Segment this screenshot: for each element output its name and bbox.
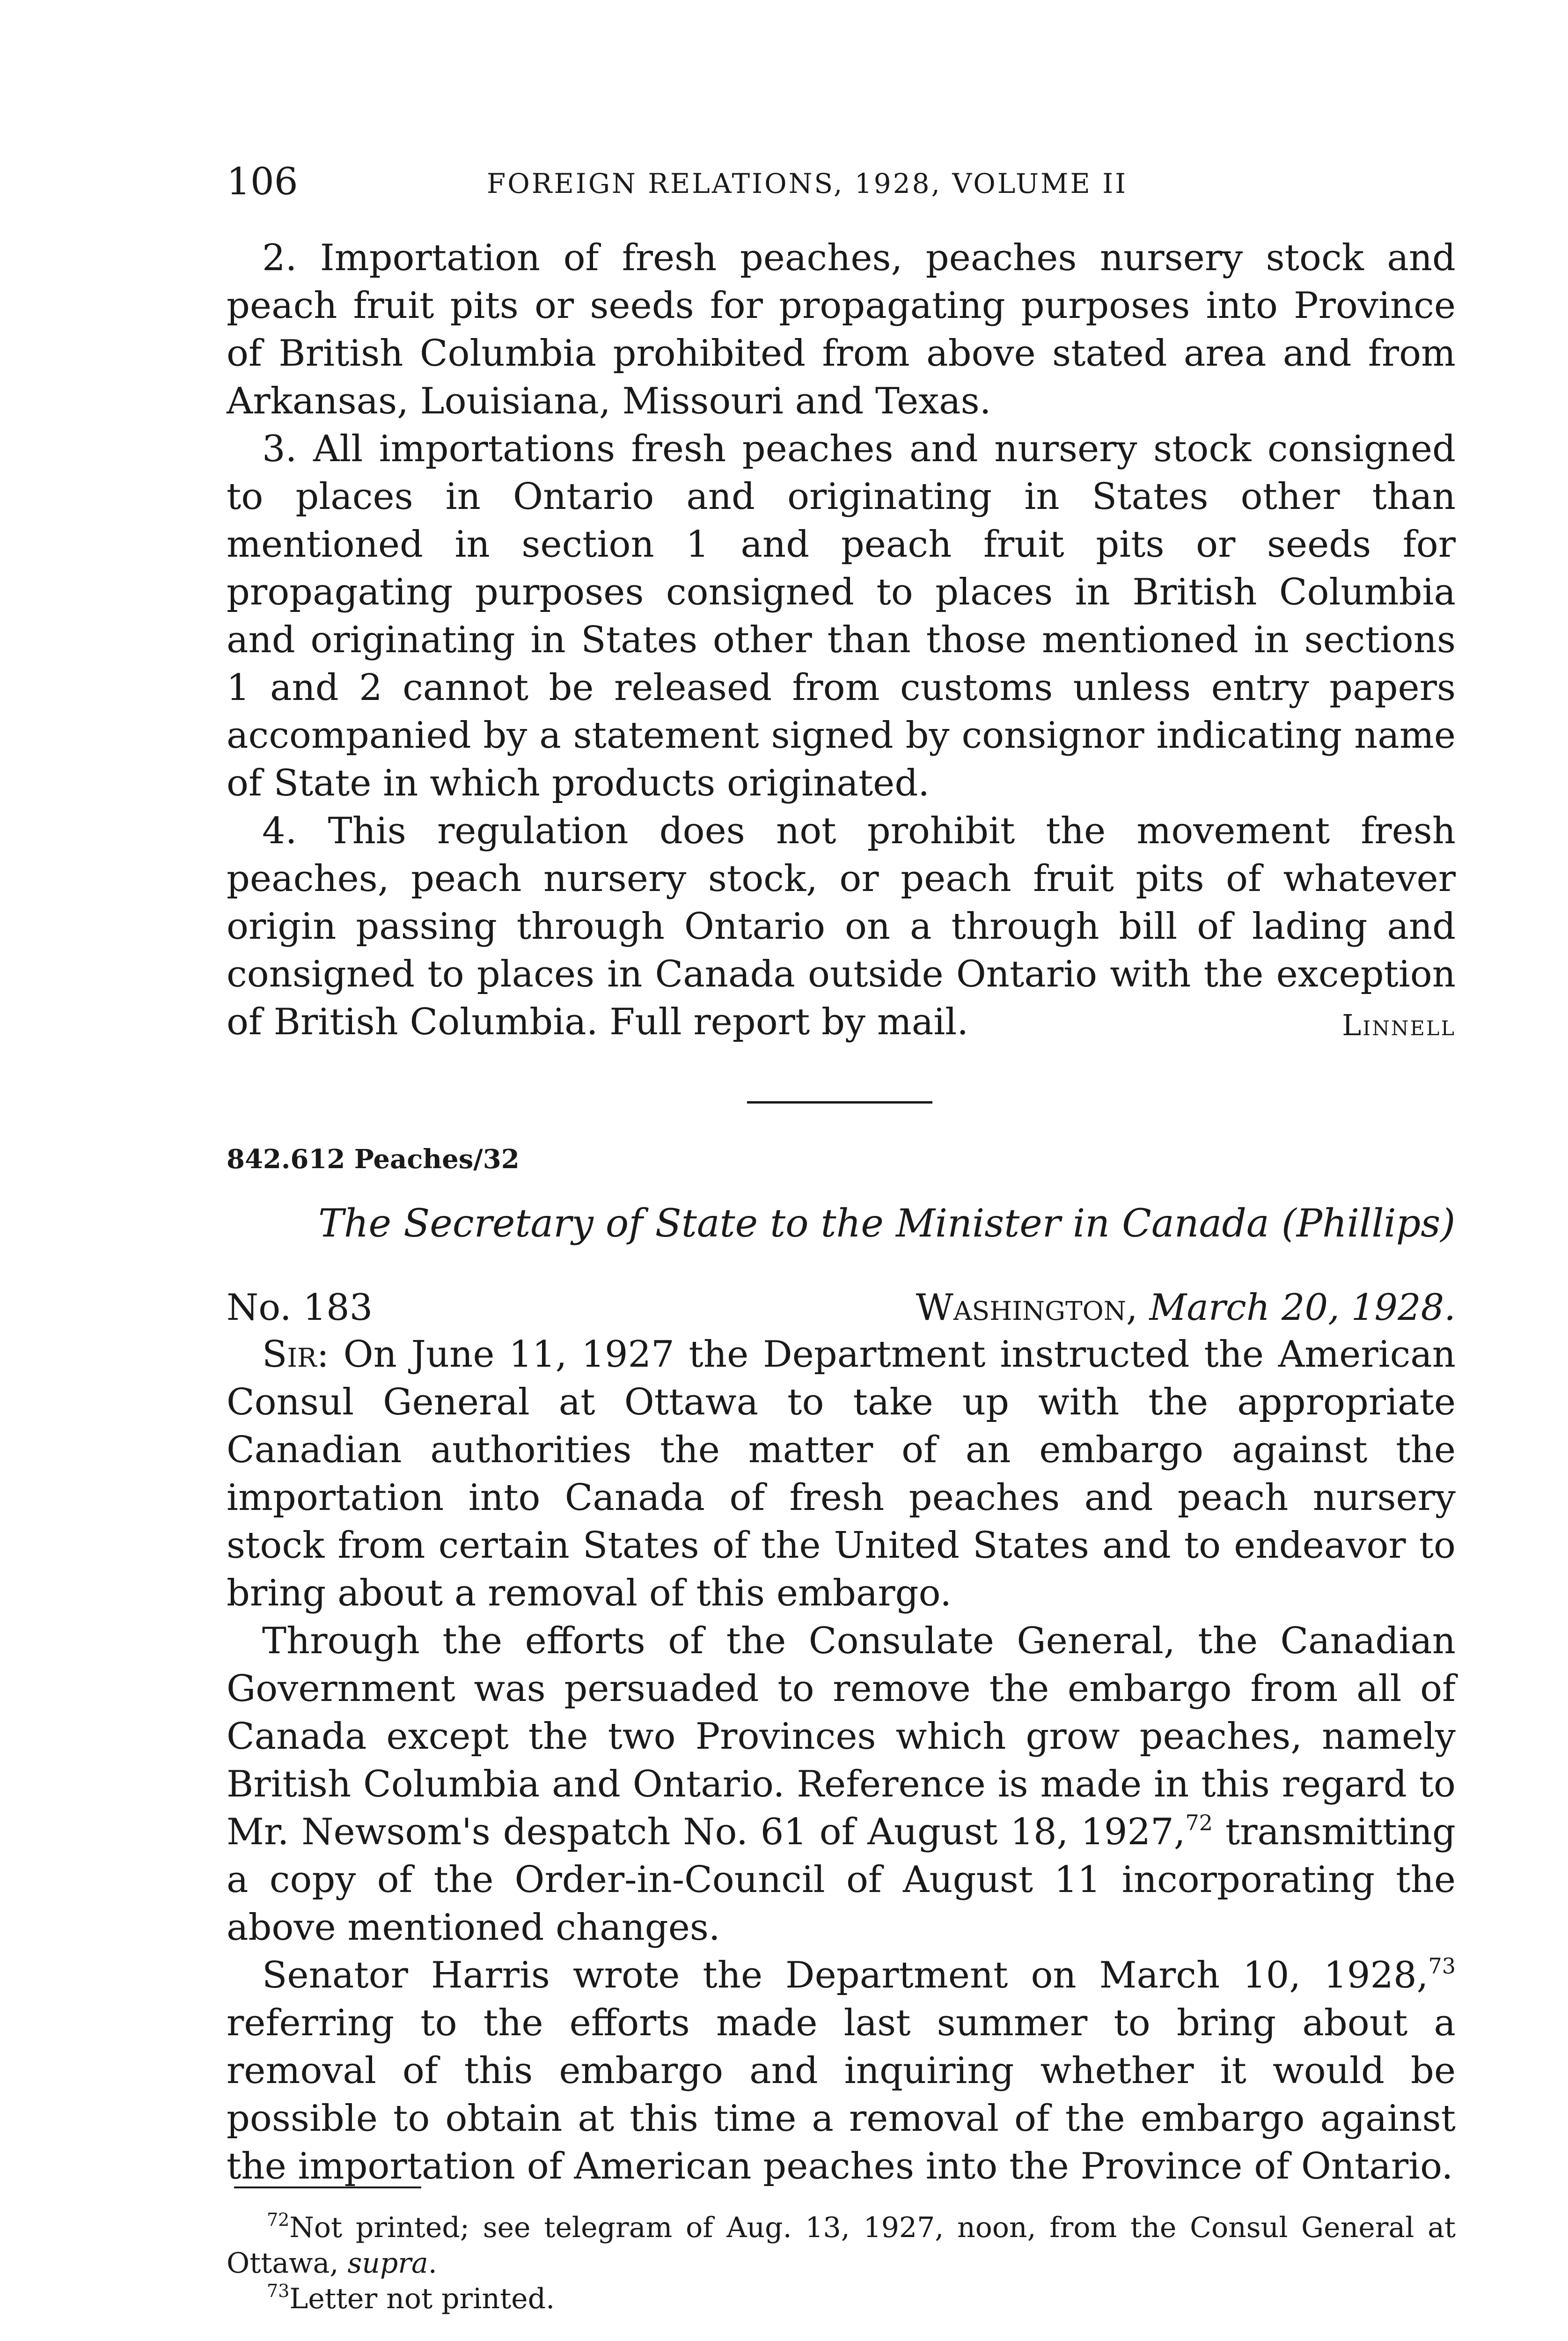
place-date xyxy=(916,1284,1456,1332)
page-number: 106 xyxy=(227,160,298,203)
date: March 20, 1928. xyxy=(1149,1287,1456,1329)
telegram-signature: Linnell xyxy=(1342,1008,1456,1042)
footnote-text: Not printed; see telegram of Aug. 13, 1927, noon, from the Consul General at Ottawa, xyxy=(227,2211,1456,2280)
file-number: 842.612 Peaches/32 xyxy=(227,1144,520,1175)
footnote-ref-73[interactable]: 73 xyxy=(1428,1953,1456,1979)
footnote-italic: supra xyxy=(347,2247,428,2280)
letter-paragraph-3 xyxy=(227,1951,1456,2190)
document-title: The Secretary of State to the Minister in Canada (Phillips) xyxy=(318,1201,1456,1246)
telegram-paragraph-4: 4. This regulation does not prohibit the movement fresh peaches, peach nursery stock, or peach fruit pits of whatever origin passing through Ontario on a through bill of lading and consigned to places in Canada outside Ontario with the exception of British Columbia. Full report by mail. xyxy=(227,810,1456,1043)
letter-paragraph-1 xyxy=(227,1331,1456,1617)
footnote-72 xyxy=(227,2210,1456,2281)
letter-paragraph-3-text-a: Senator Harris wrote the Department on March 10, 1928, xyxy=(262,1954,1429,1996)
footnote-mark: 72 xyxy=(267,2209,290,2230)
footnote-73 xyxy=(227,2281,1456,2317)
document-number: No. 183 xyxy=(227,1287,373,1329)
letter-paragraph-2 xyxy=(227,1617,1456,1951)
letter-body xyxy=(227,1331,1456,2190)
letter-paragraph-1-text: On June 11, 1927 the Department instructed the American Consul General at Ottawa to take up with the appropriate Canadian authorities the matter of an embargo against the importation into Canada of fresh peaches and peach nursery stock from certain States of the United States and to endeavor to bring about a removal of this embargo. xyxy=(227,1333,1456,1614)
section-divider xyxy=(747,1101,932,1104)
place: Washington, xyxy=(916,1287,1138,1329)
telegram-paragraph-3: 3. All importations fresh peaches and nursery stock consigned to places in Ontario and originating in States other than mentioned in section 1 and peach fruit pits or seeds for propagating purposes consigned to places in British Columbia and originating in States other than those mentioned in sections 1 and 2 cannot be released from customs unless entry papers accompanied by a statement signed by consignor indicating name of State in which products originated. xyxy=(227,428,1456,804)
footnote-end: . xyxy=(428,2247,437,2280)
footnote-mark: 73 xyxy=(267,2281,290,2301)
salutation: Sir: xyxy=(262,1333,329,1376)
telegram-body xyxy=(227,234,1456,1046)
letter-paragraph-3-text-b: referring to the efforts made last summer to bring about a removal of this embargo and inquiring whether it would be possible to obtain at this time a removal of the embargo against the importation of American peaches into the Province of Ontario. xyxy=(227,2002,1456,2187)
footnote-ref-72[interactable]: 72 xyxy=(1185,1810,1213,1835)
footnotes xyxy=(227,2210,1456,2317)
footnote-text: Letter not printed. xyxy=(289,2282,555,2315)
telegram-paragraph-2: 2. Importation of fresh peaches, peaches nursery stock and peach fruit pits or seeds for propagating purposes into Province of British Columbia prohibited from above stated area and from Arkansas, Louisiana, Missouri and Texas. xyxy=(227,237,1456,422)
letter-paragraph-2-text-b: transmitting a copy of the Order-in-Council of August 11 incorporating the above mentioned changes. xyxy=(227,1811,1456,1949)
footnote-divider xyxy=(234,2186,421,2188)
letter-paragraph-2-text-a: Through the efforts of the Consulate General, the Canadian Government was persuaded to remove the embargo from all of Canada except the two Provinces which grow peaches, namely British Columbia and Ontario. Reference is made in this regard to Mr. Newsom's despatch No. 61 of August 18, 1927, xyxy=(227,1620,1456,1853)
running-title: FOREIGN RELATIONS, 1928, VOLUME II xyxy=(487,168,1128,199)
